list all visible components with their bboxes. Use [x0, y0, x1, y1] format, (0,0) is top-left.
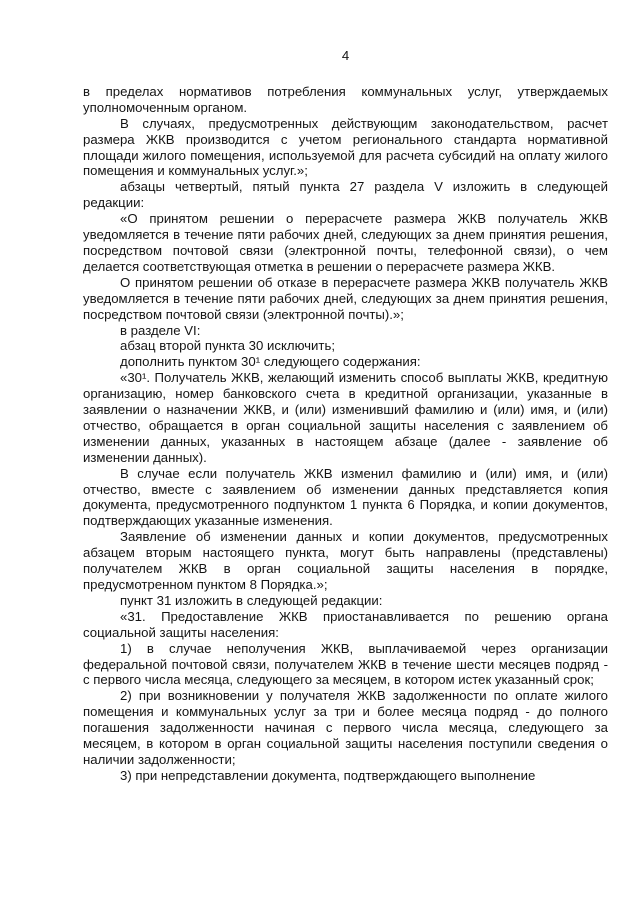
- paragraph: пункт 31 изложить в следующей редакции:: [120, 592, 383, 608]
- paragraph: «30¹. Получатель ЖКВ, желающий изменить способ выплаты ЖКВ, кредитную организацию, номер банковского счета в кредитной организации, указанные в заявлении о назначении ЖКВ, и (или) изменивший фамилию и (или) имя, и (или) отчество, обращается в орган социальной защиты населения с заявлением об изменении данных, указанных в настоящем абзаце (далее - заявление об изменении данных).: [83, 370, 608, 465]
- paragraph: 1) в случае неполучения ЖКВ, выплачиваемой через организации федеральной почтовой связи, получателем ЖКВ в течение шести месяцев подряд - с первого числа месяца, следующего за месяцем, в котором истек указанный срок;: [83, 640, 608, 688]
- paragraph: в пределах нормативов потребления коммунальных услуг, утверждаемых уполномоченным органом.: [83, 83, 608, 115]
- paragraph: 3) при непредставлении документа, подтверждающего выполнение: [120, 767, 536, 783]
- document-page: [83, 48, 608, 784]
- document-body: [83, 84, 608, 784]
- paragraph: 2) при возникновении у получателя ЖКВ задолженности по оплате жилого помещения и коммунальных услуг за три и более месяца подряд - до полного погашения задолженности начиная с первого числа месяца, следующего за месяцем, в котором в орган социальной защиты населения поступили сведения о наличии задолженности;: [83, 688, 608, 767]
- paragraph: О принятом решении об отказе в перерасчете размера ЖКВ получатель ЖКВ уведомляется в течение пяти рабочих дней, следующих за днем принятия решения, посредством почтовой связи (электронной почты).»;: [83, 274, 608, 322]
- paragraph: В случае если получатель ЖКВ изменил фамилию и (или) имя, и (или) отчество, вместе с заявлением об изменении данных представляется копия документа, предусмотренного подпунктом 1 пункта 6 Порядка, и копии документов, подтверждающих указанные изменения.: [83, 465, 608, 529]
- paragraph: абзацы четвертый, пятый пункта 27 раздела V изложить в следующей редакции:: [83, 179, 608, 211]
- paragraph: дополнить пунктом 30¹ следующего содержания:: [120, 354, 421, 370]
- page-number: 4: [341, 48, 350, 63]
- paragraph: в разделе VI:: [120, 322, 201, 338]
- paragraph: абзац второй пункта 30 исключить;: [120, 338, 335, 354]
- paragraph: «31. Предоставление ЖКВ приостанавливается по решению органа социальной защиты населения:: [83, 608, 608, 640]
- paragraph: «О принятом решении о перерасчете размера ЖКВ получатель ЖКВ уведомляется в течение пяти рабочих дней, следующих за днем принятия решения, посредством почтовой связи (электронной почты, телефонной связи), о чем делается соответствующая отметка в решении о перерасчете размера ЖКВ.: [83, 211, 608, 274]
- paragraph: Заявление об изменении данных и копии документов, предусмотренных абзацем вторым настоящего пункта, могут быть направлены (представлены) получателем ЖКВ в орган социальной защиты населения в порядке, предусмотренном пунктом 8 Порядка.»;: [83, 529, 608, 592]
- paragraph: В случаях, предусмотренных действующим законодательством, расчет размера ЖКВ производится с учетом регионального стандарта нормативной площади жилого помещения, используемой для расчета субсидий на оплату жилого помещения и коммунальных услуг.»;: [83, 115, 608, 179]
